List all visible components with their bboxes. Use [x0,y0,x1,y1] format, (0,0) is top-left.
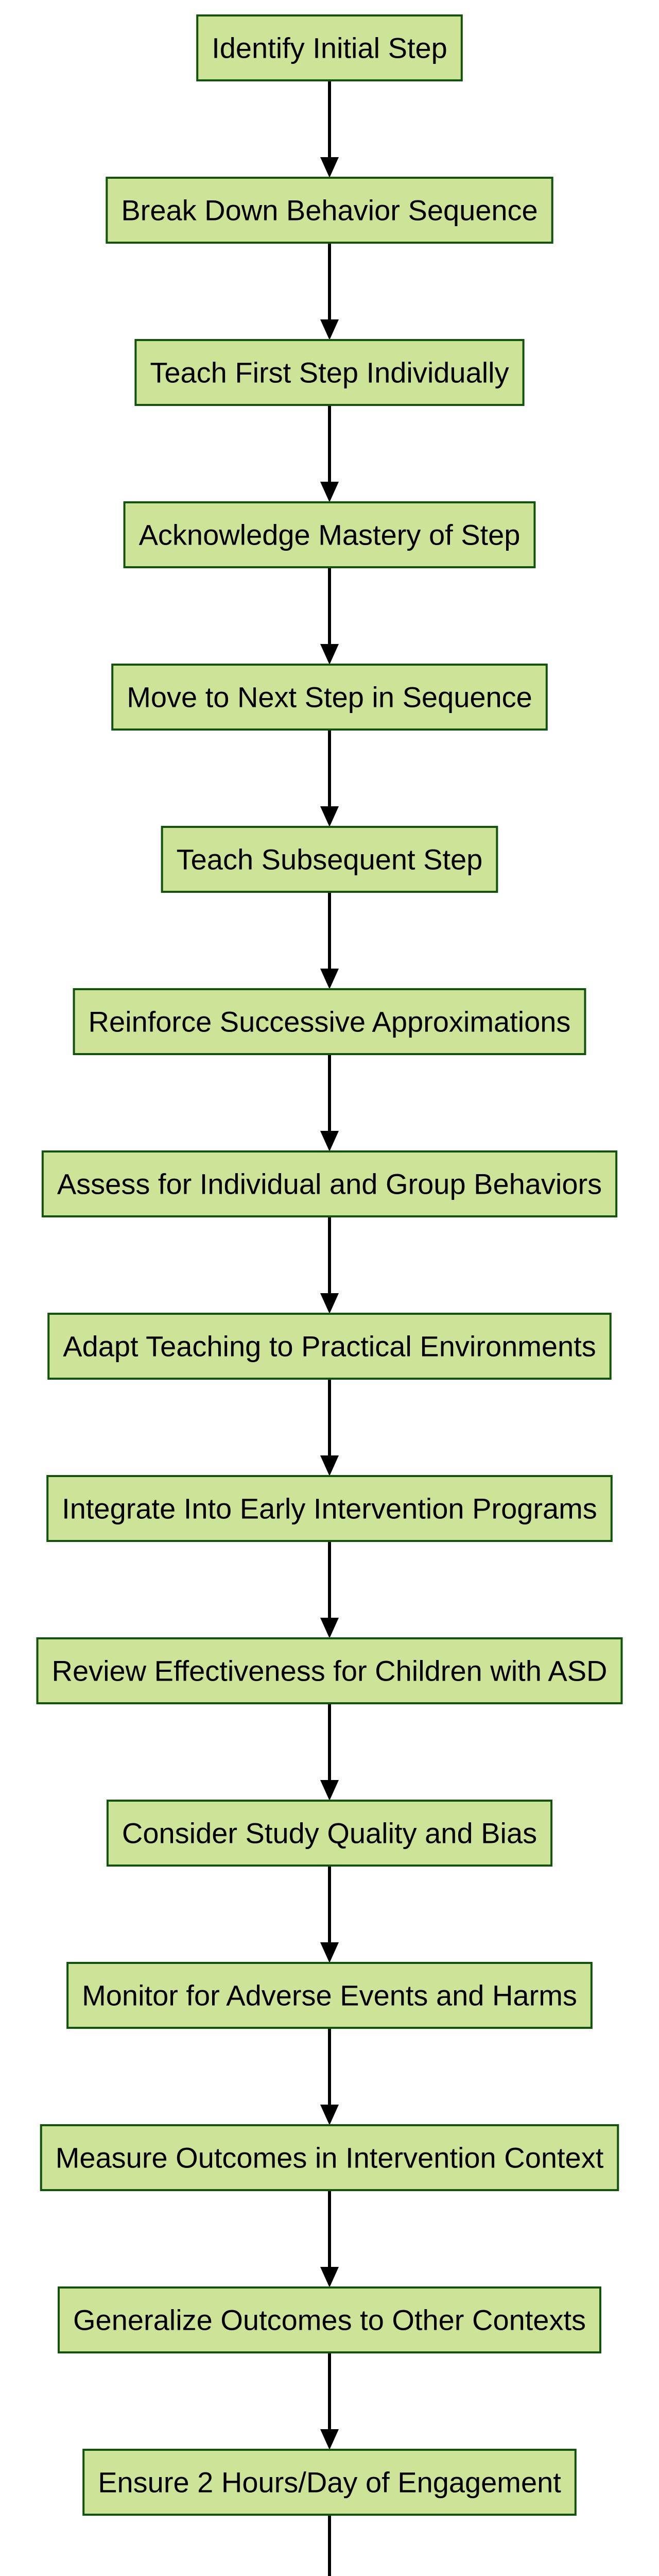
flow-edge-8 [320,1216,339,1314]
arrow-down-icon [320,2267,339,2287]
arrow-down-icon [320,1942,339,1963]
flow-node-label: Move to Next Step in Sequence [127,681,532,714]
arrow-down-icon [320,806,339,827]
flow-node-label: Ensure 2 Hours/Day of Engagement [98,2466,561,2499]
flow-node-label: Teach Subsequent Step [176,843,483,876]
flow-node-label: Teach First Step Individually [150,356,509,389]
flow-edge-12 [320,1866,339,1963]
arrow-down-icon [320,1293,339,1314]
flow-edge-4 [320,567,339,665]
flow-node-15 [59,2287,600,2352]
flow-node-12 [108,1801,551,1866]
flow-node-label: Identify Initial Step [212,31,447,64]
flow-node-label: Measure Outcomes in Intervention Context [55,2141,604,2174]
flow-node-2 [107,178,552,243]
flow-edge-11 [320,1703,339,1801]
flow-node-label: Acknowledge Mastery of Step [138,518,521,551]
flow-edge-13 [320,2028,339,2125]
flow-edge-2 [320,243,339,340]
flow-node-label: Reinforce Successive Approximations [88,1005,571,1038]
flow-node-label: Review Effectiveness for Children with ASD [51,1654,608,1687]
arrow-down-icon [320,2105,339,2125]
flow-node-label: Generalize Outcomes to Other Contexts [73,2303,586,2336]
flow-edge-6 [320,892,339,989]
flow-edge-15 [320,2352,339,2450]
flow-edge-16 [320,2515,339,2576]
flow-node-5 [112,665,547,730]
flow-node-3 [135,340,523,405]
arrow-down-icon [320,1780,339,1801]
flow-node-label: Consider Study Quality and Bias [122,1817,537,1850]
flow-node-10 [47,1476,612,1541]
flow-node-7 [74,989,585,1054]
flow-node-1 [197,15,462,80]
arrow-down-icon [320,157,339,178]
arrow-down-icon [320,1131,339,1151]
flow-node-16 [83,2450,576,2515]
flow-edge-14 [320,2190,339,2287]
flow-edge-3 [320,405,339,502]
flow-node-label: Break Down Behavior Sequence [121,194,538,227]
arrow-down-icon [320,482,339,502]
arrow-down-icon [320,1455,339,1476]
flow-edge-1 [320,80,339,178]
arrow-down-icon [320,1618,339,1638]
flow-node-14 [41,2125,618,2190]
flow-node-label: Monitor for Adverse Events and Harms [82,1979,577,2012]
arrow-down-icon [320,2429,339,2450]
flow-edge-7 [320,1054,339,1151]
flow-node-label: Assess for Individual and Group Behaviors [57,1167,602,1200]
flow-edge-9 [320,1379,339,1476]
arrow-down-icon [320,644,339,665]
flow-node-label: Adapt Teaching to Practical Environments [63,1330,596,1363]
arrow-down-icon [320,969,339,989]
flow-edge-5 [320,730,339,827]
flow-node-label: Integrate Into Early Intervention Programs [62,1492,597,1525]
flow-node-11 [38,1638,622,1703]
flow-node-9 [48,1314,611,1379]
flow-node-8 [43,1151,616,1216]
flow-node-4 [125,502,535,567]
flow-node-13 [67,1963,592,2028]
flow-edge-10 [320,1541,339,1638]
flow-node-6 [162,827,497,892]
arrow-down-icon [320,319,339,340]
